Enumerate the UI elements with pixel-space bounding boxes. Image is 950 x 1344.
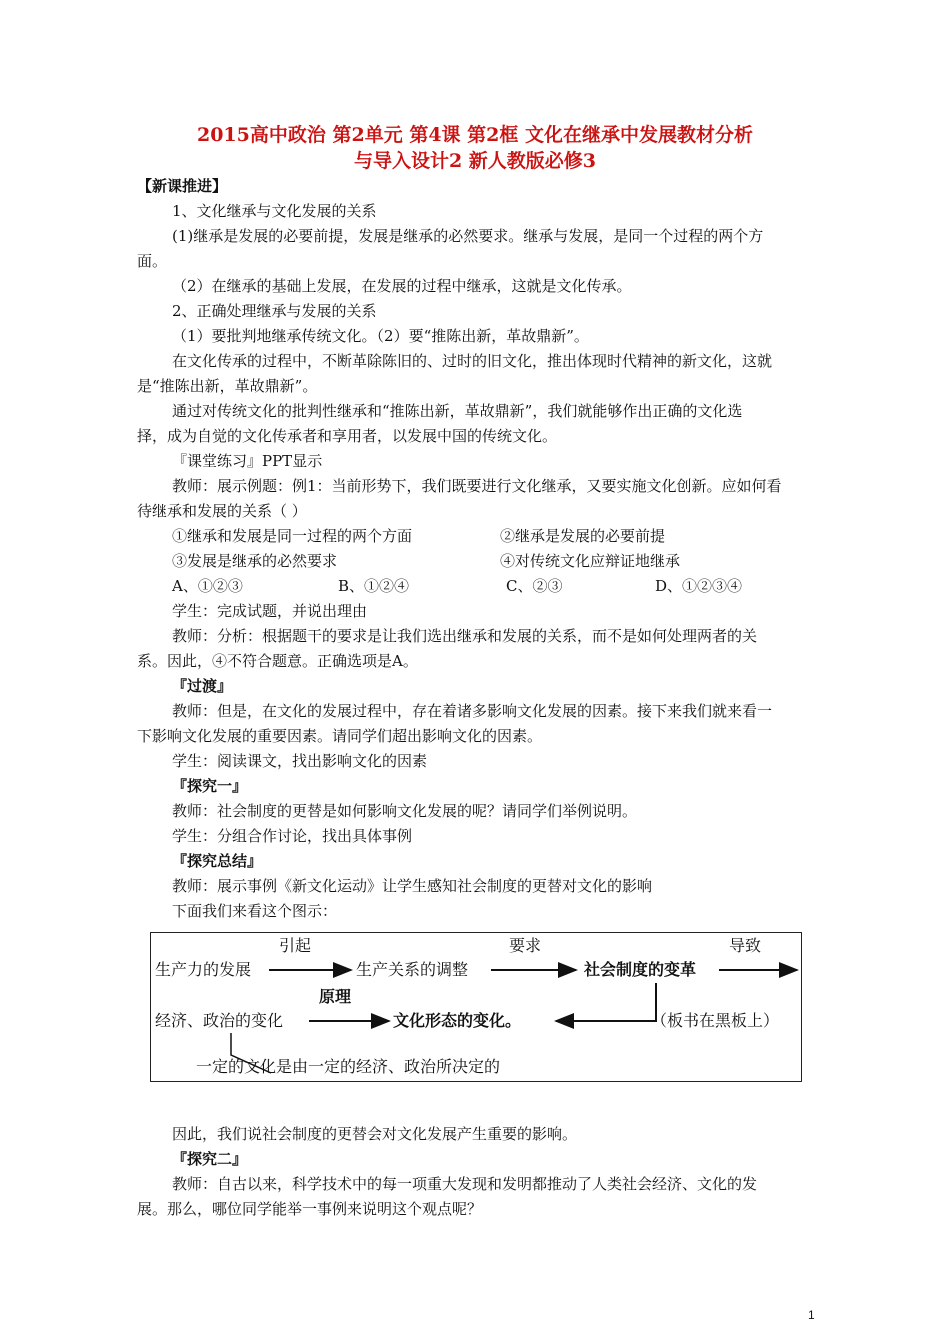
section-heading-transition: 『过渡』	[172, 677, 233, 695]
option-d: D、①②③④	[655, 577, 743, 595]
paragraph-line: 教师：社会制度的更替是如何影响文化发展的呢？请同学们举例说明。	[172, 802, 638, 820]
node-economy-politics: 经济、政治的变化	[155, 1011, 284, 1030]
section-heading-practice: 『课堂练习』PPT显示	[172, 452, 323, 470]
paragraph-line: （2）在继承的基础上发展，在发展的过程中继承，这就是文化传承。	[172, 277, 632, 295]
label-yinqi: 引起	[279, 936, 312, 955]
paragraph-line: 下面我们来看这个图示：	[172, 902, 338, 920]
paragraph-line: 系。因此，④不符合题意。正确选项是A。	[137, 652, 418, 670]
document-title-line-1: 2015高中政治 第2单元 第4课 第2框 文化在继承中发展教材分析	[196, 124, 753, 146]
note-blackboard: （板书在黑板上）	[651, 1011, 780, 1030]
paragraph-line: 学生：完成试题，并说出理由	[172, 602, 368, 620]
paragraph-line: 待继承和发展的关系（ ）	[137, 502, 307, 520]
culture-development-diagram	[150, 932, 802, 1082]
paragraph-line: 教师：分析：根据题干的要求是让我们选出继承和发展的关系，而不是如何处理两者的关	[172, 627, 758, 645]
paragraph-line: 教师：展示例题：例1：当前形势下，我们既要进行文化继承，又要实施文化创新。应如何看	[172, 477, 782, 495]
option-c: C、②③	[506, 577, 563, 595]
section-heading-explore-1: 『探究一』	[172, 777, 248, 795]
page-number: 1	[808, 1308, 815, 1322]
label-daozhi: 导致	[729, 936, 762, 955]
subheading-1: 1、文化继承与文化发展的关系	[172, 202, 377, 220]
section-heading-explore-summary: 『探究总结』	[172, 852, 263, 870]
paragraph-line: （1）要批判地继承传统文化。（2）要“推陈出新，革故鼎新”。	[172, 327, 589, 345]
node-social-system: 社会制度的变革	[584, 960, 697, 979]
paragraph-line: 展。那么，哪位同学能举一事例来说明这个观点呢？	[137, 1200, 483, 1218]
statement-3: ③发展是继承的必然要求	[172, 552, 338, 570]
statement-2: ②继承是发展的必要前提	[500, 527, 666, 545]
paragraph-line: 是“推陈出新，革故鼎新”。	[137, 377, 318, 395]
paragraph-line: 下影响文化发展的重要因素。请同学们超出影响文化的因素。	[137, 727, 543, 745]
option-b: B、①②④	[338, 577, 410, 595]
paragraph-line: 教师：自古以来，科学技术中的每一项重大发现和发明都推动了人类社会经济、文化的发	[172, 1175, 758, 1193]
node-productivity: 生产力的发展	[155, 960, 252, 979]
paragraph-line: (1)继承是发展的必要前提，发展是继承的必然要求。继承与发展，是同一个过程的两个方	[172, 227, 764, 245]
paragraph-line: 学生：阅读课文，找出影响文化的因素	[172, 752, 428, 770]
paragraph-line: 教师：展示事例《新文化运动》让学生感知社会制度的更替对文化的影响	[172, 877, 653, 895]
paragraph-line: 择，成为自觉的文化传承者和享用者，以发展中国的传统文化。	[137, 427, 558, 445]
document-title-line-2: 与导入设计2 新人教版必修3	[353, 150, 597, 172]
paragraph-line: 面。	[137, 252, 168, 270]
label-yaoqiu: 要求	[509, 936, 542, 955]
subheading-2: 2、正确处理继承与发展的关系	[172, 302, 377, 320]
section-heading-explore-2: 『探究二』	[172, 1150, 248, 1168]
section-heading-new-lesson: 【新课推进】	[137, 177, 228, 195]
paragraph-line: 教师：但是，在文化的发展过程中，存在着诸多影响文化发展的因素。接下来我们就来看一	[172, 702, 773, 720]
statement-4: ④对传统文化应辩证地继承	[500, 552, 681, 570]
label-yuanli: 原理	[319, 987, 352, 1006]
statement-1: ①继承和发展是同一过程的两个方面	[172, 527, 413, 545]
diagram-conclusion: 一定的文化是由一定的经济、政治所决定的	[196, 1057, 501, 1076]
node-relations: 生产关系的调整	[356, 960, 469, 979]
option-a: A、①②③	[172, 577, 243, 595]
paragraph-line: 在文化传承的过程中，不断革除陈旧的、过时的旧文化，推出体现时代精神的新文化，这就	[172, 352, 773, 370]
paragraph-line: 通过对传统文化的批判性继承和“推陈出新，革故鼎新”，我们就能够作出正确的文化选	[172, 402, 743, 420]
node-culture-form: 文化形态的变化。	[393, 1011, 522, 1030]
paragraph-line: 学生：分组合作讨论，找出具体事例	[172, 827, 413, 845]
arrow-system-to-culture	[556, 983, 656, 1021]
paragraph-line: 因此，我们说社会制度的更替会对文化发展产生重要的影响。	[172, 1125, 578, 1143]
